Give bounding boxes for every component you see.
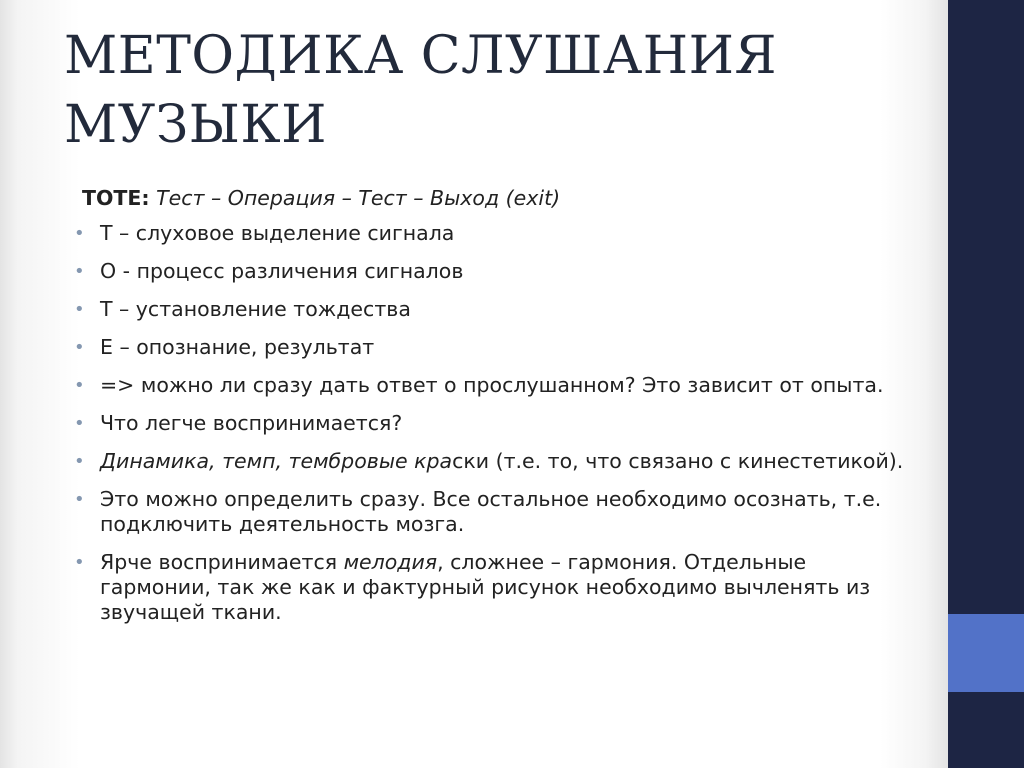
title-line-2: МУЗЫКИ bbox=[64, 95, 327, 155]
item-text: Это можно определить сразу. Все остальное необходимо осознать, т.е. подключить деятельность мозга. bbox=[100, 487, 882, 536]
slide-content bbox=[74, 182, 914, 638]
slide-title bbox=[64, 22, 924, 160]
list-item bbox=[74, 373, 914, 398]
tote-text: Тест – Операция – Тест – Выход (exit) bbox=[156, 186, 561, 210]
item-pre-text: Ярче воспринимается bbox=[100, 550, 344, 574]
item-text: Т – слуховое выделение сигнала bbox=[100, 221, 455, 245]
list-item bbox=[74, 487, 914, 537]
item-text: Е – опознание, результат bbox=[100, 335, 375, 359]
bullet-icon: • bbox=[74, 261, 85, 282]
item-italic-text: Динамика, темп, тембровые кра bbox=[100, 449, 453, 473]
title-line-1: МЕТОДИКА СЛУШАНИЯ bbox=[64, 26, 777, 86]
item-text: Что легче воспринимается? bbox=[100, 411, 403, 435]
bullet-icon: • bbox=[74, 413, 85, 434]
bullet-icon: • bbox=[74, 375, 85, 396]
item-text: Т – установление тождества bbox=[100, 297, 411, 321]
list-item bbox=[74, 297, 914, 322]
list-item bbox=[74, 411, 914, 436]
item-text: ски (т.е. то, что связано с кинестетикой). bbox=[452, 449, 904, 473]
sidebar-accent-block bbox=[948, 614, 1024, 692]
item-text: => можно ли сразу дать ответ о прослушанном? Это зависит от опыта. bbox=[100, 373, 884, 397]
bullet-icon: • bbox=[74, 337, 85, 358]
bullet-icon: • bbox=[74, 223, 85, 244]
item-italic-text: мелодия bbox=[343, 550, 438, 574]
tote-label: TOTE: bbox=[82, 186, 150, 210]
bullet-icon: • bbox=[74, 299, 85, 320]
bullet-icon: • bbox=[74, 489, 85, 510]
bullet-icon: • bbox=[74, 552, 85, 573]
list-item bbox=[74, 221, 914, 246]
list-item bbox=[74, 550, 914, 625]
bullet-list bbox=[74, 221, 914, 625]
item-text: О - процесс различения сигналов bbox=[100, 259, 464, 283]
bullet-icon: • bbox=[74, 451, 85, 472]
list-item bbox=[74, 335, 914, 360]
item-text: , сложнее – гармония. Отдельные гармонии, так же как и фактурный рисунок необходимо вычленять из звучащей ткани. bbox=[100, 550, 871, 624]
list-item bbox=[74, 259, 914, 284]
tote-line bbox=[82, 182, 914, 214]
list-item bbox=[74, 449, 914, 474]
